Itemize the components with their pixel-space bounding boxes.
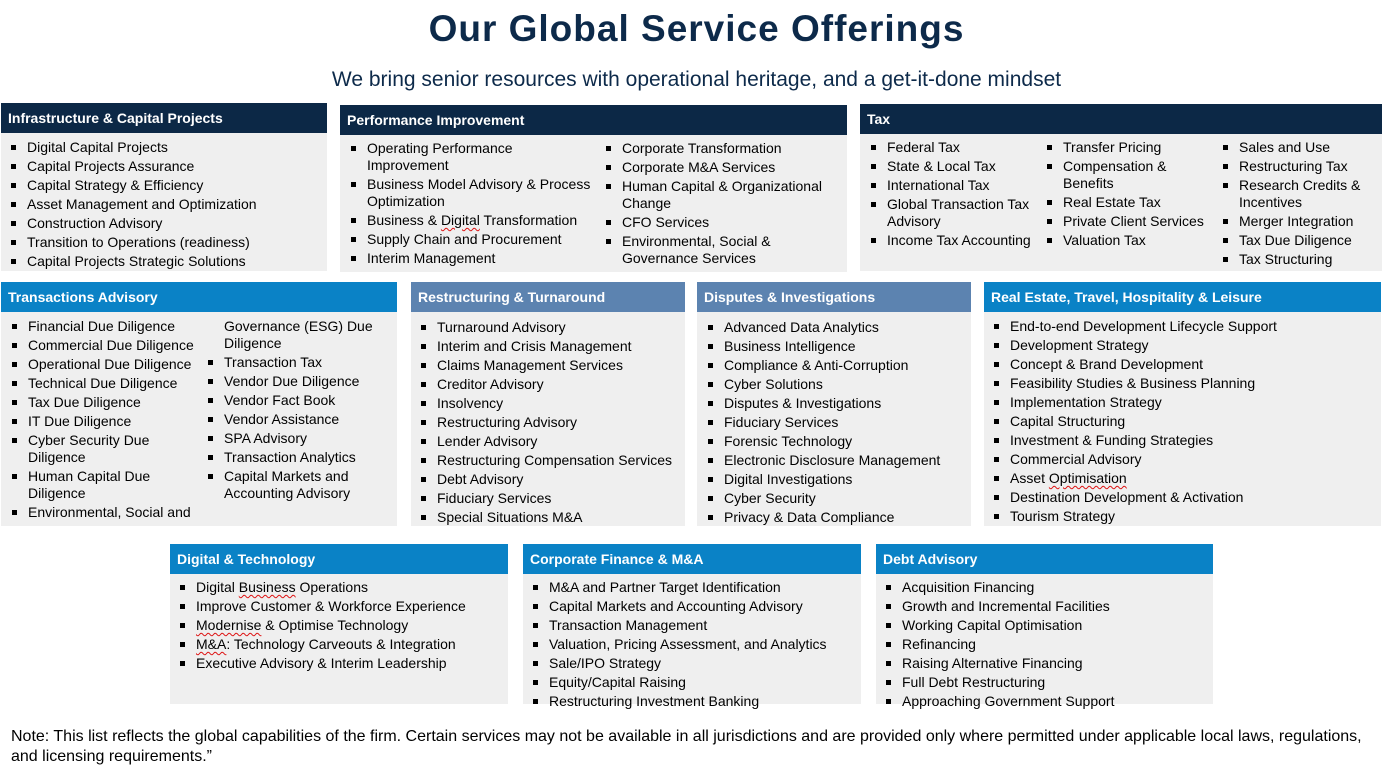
list-item: Capital Markets and Accounting Advisory: [529, 598, 859, 615]
list-item: Business Intelligence: [704, 338, 969, 355]
section-disputes: [697, 282, 971, 526]
list-item: Interim Management: [347, 250, 592, 267]
list-item: Working Capital Optimisation: [882, 617, 1210, 634]
list-item: Feasibility Studies & Business Planning: [990, 375, 1378, 392]
list-item: Construction Advisory: [7, 215, 322, 232]
section-header: Transactions Advisory: [1, 282, 397, 312]
list-item-continued: Governance (ESG) Due Diligence: [224, 318, 373, 351]
list-item: Technical Due Diligence: [8, 375, 203, 392]
list-item: Corporate M&A Services: [602, 159, 842, 176]
service-list: [602, 140, 842, 269]
list-item: Digital Investigations: [704, 471, 969, 488]
service-list: [204, 318, 394, 354]
section-digital-technology: [170, 544, 508, 704]
section-tax: [860, 104, 1382, 271]
list-item: Capital Projects Strategic Solutions: [7, 253, 322, 270]
list-item: Forensic Technology: [704, 433, 969, 450]
list-item: Implementation Strategy: [990, 394, 1378, 411]
list-item: Claims Management Services: [417, 357, 683, 374]
list-item: Privacy & Data Compliance: [704, 509, 969, 526]
list-item: Compensation & Benefits: [1043, 158, 1208, 192]
page-title: Our Global Service Offerings: [428, 8, 965, 49]
service-list: [704, 319, 969, 528]
section-performance-improvement: [340, 105, 847, 272]
list-item: Digital Capital Projects: [7, 139, 322, 156]
service-list: [529, 579, 859, 712]
list-item: Operational Due Diligence: [8, 356, 203, 373]
section-header: Digital & Technology: [170, 544, 508, 574]
list-item: Executive Advisory & Interim Leadership: [176, 655, 506, 672]
service-list: [7, 139, 322, 272]
list-item: Creditor Advisory: [417, 376, 683, 393]
list-item: Vendor Fact Book: [204, 392, 394, 409]
list-item: Development Strategy: [990, 337, 1378, 354]
list-item: Approaching Government Support: [882, 693, 1210, 710]
list-item: Financial Due Diligence: [8, 318, 203, 335]
list-item: Business Model Advisory & Process Optimization: [347, 176, 592, 210]
section-restructuring: [411, 282, 685, 526]
service-list: [1219, 139, 1379, 270]
list-item: Private Client Services: [1043, 213, 1208, 230]
section-debt-advisory: [876, 544, 1213, 709]
list-item: State & Local Tax: [867, 158, 1032, 175]
list-item: Turnaround Advisory: [417, 319, 683, 336]
list-item: Environmental, Social and: [8, 504, 203, 521]
list-item: Global Transaction Tax Advisory: [867, 196, 1032, 230]
list-item: Special Situations M&A: [417, 509, 683, 526]
section-header: Tax: [860, 104, 1382, 134]
list-item: M&A: Technology Carveouts & Integration: [176, 636, 506, 653]
section-header: Restructuring & Turnaround: [411, 282, 685, 312]
list-item: Capital Projects Assurance: [7, 158, 322, 175]
list-item: End-to-end Development Lifecycle Support: [990, 318, 1378, 335]
list-item: Vendor Due Diligence: [204, 373, 394, 390]
list-item: Tax Due Diligence: [8, 394, 203, 411]
list-item: Restructuring Advisory: [417, 414, 683, 431]
list-item: Environmental, Social & Governance Services: [602, 233, 842, 267]
list-item: Capital Structuring: [990, 413, 1378, 430]
list-item: Modernise & Optimise Technology: [176, 617, 506, 634]
section-header: Disputes & Investigations: [697, 282, 971, 312]
list-item: Disputes & Investigations: [704, 395, 969, 412]
list-item: Real Estate Tax: [1043, 194, 1208, 211]
list-item: Transaction Analytics: [204, 449, 394, 466]
list-item: Electronic Disclosure Management: [704, 452, 969, 469]
service-list: [882, 579, 1210, 712]
list-item: IT Due Diligence: [8, 413, 203, 430]
list-item: Tax Structuring: [1219, 251, 1379, 268]
list-item: Capital Markets and Accounting Advisory: [204, 468, 394, 502]
list-item: Valuation Tax: [1043, 232, 1208, 249]
list-item: Acquisition Financing: [882, 579, 1210, 596]
list-item: Supply Chain and Procurement: [347, 231, 592, 248]
footnote: Note: This list reflects the global capabilities of the firm. Certain services may not be available in all jurisdictions and are provided only where permitted under applicable local laws, regulations, and licensing requirements.”: [11, 728, 1362, 765]
list-item: Fiduciary Services: [704, 414, 969, 431]
list-item: Restructuring Investment Banking: [529, 693, 859, 710]
list-item: Refinancing: [882, 636, 1210, 653]
list-item: Growth and Incremental Facilities: [882, 598, 1210, 615]
section-header: Infrastructure & Capital Projects: [1, 103, 327, 133]
list-item: Human Capital Due Diligence: [8, 468, 203, 502]
list-item: Insolvency: [417, 395, 683, 412]
service-list: [176, 579, 506, 674]
service-list: [867, 139, 1032, 251]
list-item: Asset Management and Optimization: [7, 196, 322, 213]
section-header: Real Estate, Travel, Hospitality & Leisure: [984, 282, 1381, 312]
section-infrastructure: [1, 103, 327, 271]
list-item: Federal Tax: [867, 139, 1032, 156]
list-item: Transaction Tax: [204, 354, 394, 371]
section-corporate-finance: [523, 544, 861, 709]
list-item: Transition to Operations (readiness): [7, 234, 322, 251]
list-item: Full Debt Restructuring: [882, 674, 1210, 691]
service-list: [1043, 139, 1208, 251]
service-list: [8, 318, 203, 523]
list-item: Destination Development & Activation: [990, 489, 1378, 506]
list-item: Equity/Capital Raising: [529, 674, 859, 691]
list-item: Vendor Assistance: [204, 411, 394, 428]
list-item: Fiduciary Services: [417, 490, 683, 507]
list-item: Sale/IPO Strategy: [529, 655, 859, 672]
list-item: Corporate Transformation: [602, 140, 842, 157]
list-item: M&A and Partner Target Identification: [529, 579, 859, 596]
list-item: Human Capital & Organizational Change: [602, 178, 842, 212]
list-item: Asset Optimisation: [990, 470, 1378, 487]
section-transactions-advisory: [1, 282, 397, 526]
list-item: Debt Advisory: [417, 471, 683, 488]
list-item: Cyber Security Due Diligence: [8, 432, 203, 466]
list-item: Transfer Pricing: [1043, 139, 1208, 156]
list-item: Cyber Security: [704, 490, 969, 507]
list-item: Raising Alternative Financing: [882, 655, 1210, 672]
list-item: Capital Strategy & Efficiency: [7, 177, 322, 194]
list-item: Transaction Management: [529, 617, 859, 634]
list-item: Commercial Due Diligence: [8, 337, 203, 354]
list-item: Restructuring Compensation Services: [417, 452, 683, 469]
section-header: Corporate Finance & M&A: [523, 544, 861, 574]
list-item: Commercial Advisory: [990, 451, 1378, 468]
section-header: Debt Advisory: [876, 544, 1213, 574]
list-item: Restructuring Tax: [1219, 158, 1379, 175]
list-item: Research Credits & Incentives: [1219, 177, 1379, 211]
list-item: Advanced Data Analytics: [704, 319, 969, 336]
list-item: Concept & Brand Development: [990, 356, 1378, 373]
list-item: International Tax: [867, 177, 1032, 194]
service-list: [417, 319, 683, 528]
list-item: Business & Digital Transformation: [347, 212, 592, 229]
service-list: [990, 318, 1378, 527]
list-item: CFO Services: [602, 214, 842, 231]
list-item: Cyber Solutions: [704, 376, 969, 393]
list-item: Investment & Funding Strategies: [990, 432, 1378, 449]
list-item: Tourism Strategy: [990, 508, 1378, 525]
service-list: [347, 140, 592, 269]
list-item: Tax Due Diligence: [1219, 232, 1379, 249]
section-real-estate: [984, 282, 1381, 526]
list-item: Income Tax Accounting: [867, 232, 1032, 249]
service-list: [204, 354, 394, 504]
list-item: Merger Integration: [1219, 213, 1379, 230]
list-item: Digital Business Operations: [176, 579, 506, 596]
list-item: SPA Advisory: [204, 430, 394, 447]
list-item: Compliance & Anti-Corruption: [704, 357, 969, 374]
list-item: Lender Advisory: [417, 433, 683, 450]
list-item: Sales and Use: [1219, 139, 1379, 156]
page-subtitle: We bring senior resources with operational heritage, and a get-it-done mindset: [331, 68, 1062, 91]
list-item: Interim and Crisis Management: [417, 338, 683, 355]
section-header: Performance Improvement: [340, 105, 847, 135]
list-item: Valuation, Pricing Assessment, and Analytics: [529, 636, 859, 653]
list-item: Improve Customer & Workforce Experience: [176, 598, 506, 615]
list-item: Operating Performance Improvement: [347, 140, 592, 174]
